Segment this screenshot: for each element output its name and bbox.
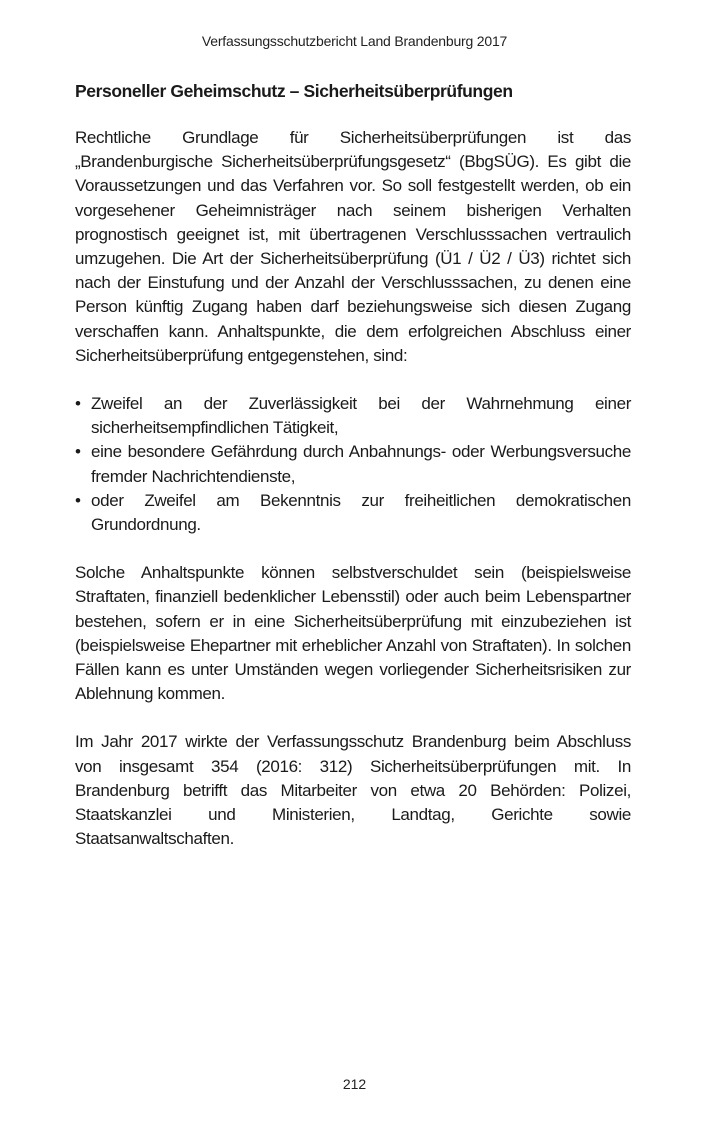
list-item-text: oder Zweifel am Bekenntnis zur freiheitlichen demokratischen Grundordnung. (91, 490, 631, 535)
bullet-icon: • (75, 490, 81, 510)
bullet-icon: • (75, 442, 81, 462)
section-title: Personeller Geheimschutz – Sicherheitsüberprüfungen (75, 81, 513, 101)
bullet-icon: • (75, 394, 81, 414)
list-item-text: eine besondere Gefährdung durch Anbahnungs- oder Werbungsversuche fremder Nachrichtendienste, (91, 442, 631, 486)
paragraph-indicators: Solche Anhaltspunkte können selbstverschuldet sein (beispielsweise Straftaten, finanziell bedenklicher Lebensstil) oder auch beim Lebenspartner bestehen, sofern er in eine Sicherheitsüberprüfung mit einzubeziehen ist (beispielsweise Ehepartner mit erheblicher Anzahl von Straftaten). In solchen Fällen kann es unter Umständen wegen vorliegender Sicherheitsrisiken zur Ablehnung kommen. (75, 563, 631, 704)
list-item (75, 489, 631, 537)
paragraph-legal-basis: Rechtliche Grundlage für Sicherheitsüberprüfungen ist das „Brandenburgische Sicherheitsüberprüfungsgesetz“ (BbgSÜG). Es gibt die Voraussetzungen und das Verfahren vor. So soll festgestellt werden, ob ein vorgesehener Geheimnisträger nach seinem bisherigen Verhalten prognostisch geeignet ist, mit übertragenen Verschlusssachen vertraulich umzugehen. Die Art der Sicherheitsüberprüfung (Ü1 / Ü2 / Ü3) richtet sich nach der Einstufung und der Anzahl der Verschlusssachen, zu denen eine Person künftig Zugang haben darf beziehungsweise sich diesen Zugang verschaffen kann. Anhaltspunkte, die dem erfolgreichen Abschluss einer Sicherheitsüberprüfung entgegenstehen, sind: (75, 128, 631, 365)
paragraph-statistics: Im Jahr 2017 wirkte der Verfassungsschutz Brandenburg beim Abschluss von insgesamt 354 (2016: 312) Sicherheitsüberprüfungen mit. In Brandenburg betrifft das Mitarbeiter von etwa 20 Behörden: Polizei, Staatskanzlei und Ministerien, Landtag, Gerichte sowie Staatsanwaltschaften. (75, 732, 631, 849)
list-item-text: Zweifel an der Zuverlässigkeit bei der Wahrnehmung einer sicherheitsempfindlichen Tätigkeit, (91, 394, 631, 438)
running-header: Verfassungsschutzbericht Land Brandenburg 2017 (201, 33, 508, 49)
list-item (75, 440, 631, 488)
bullet-list (75, 392, 631, 537)
list-item (75, 392, 631, 440)
page-content (75, 78, 631, 875)
page-number: 212 (342, 1076, 367, 1092)
